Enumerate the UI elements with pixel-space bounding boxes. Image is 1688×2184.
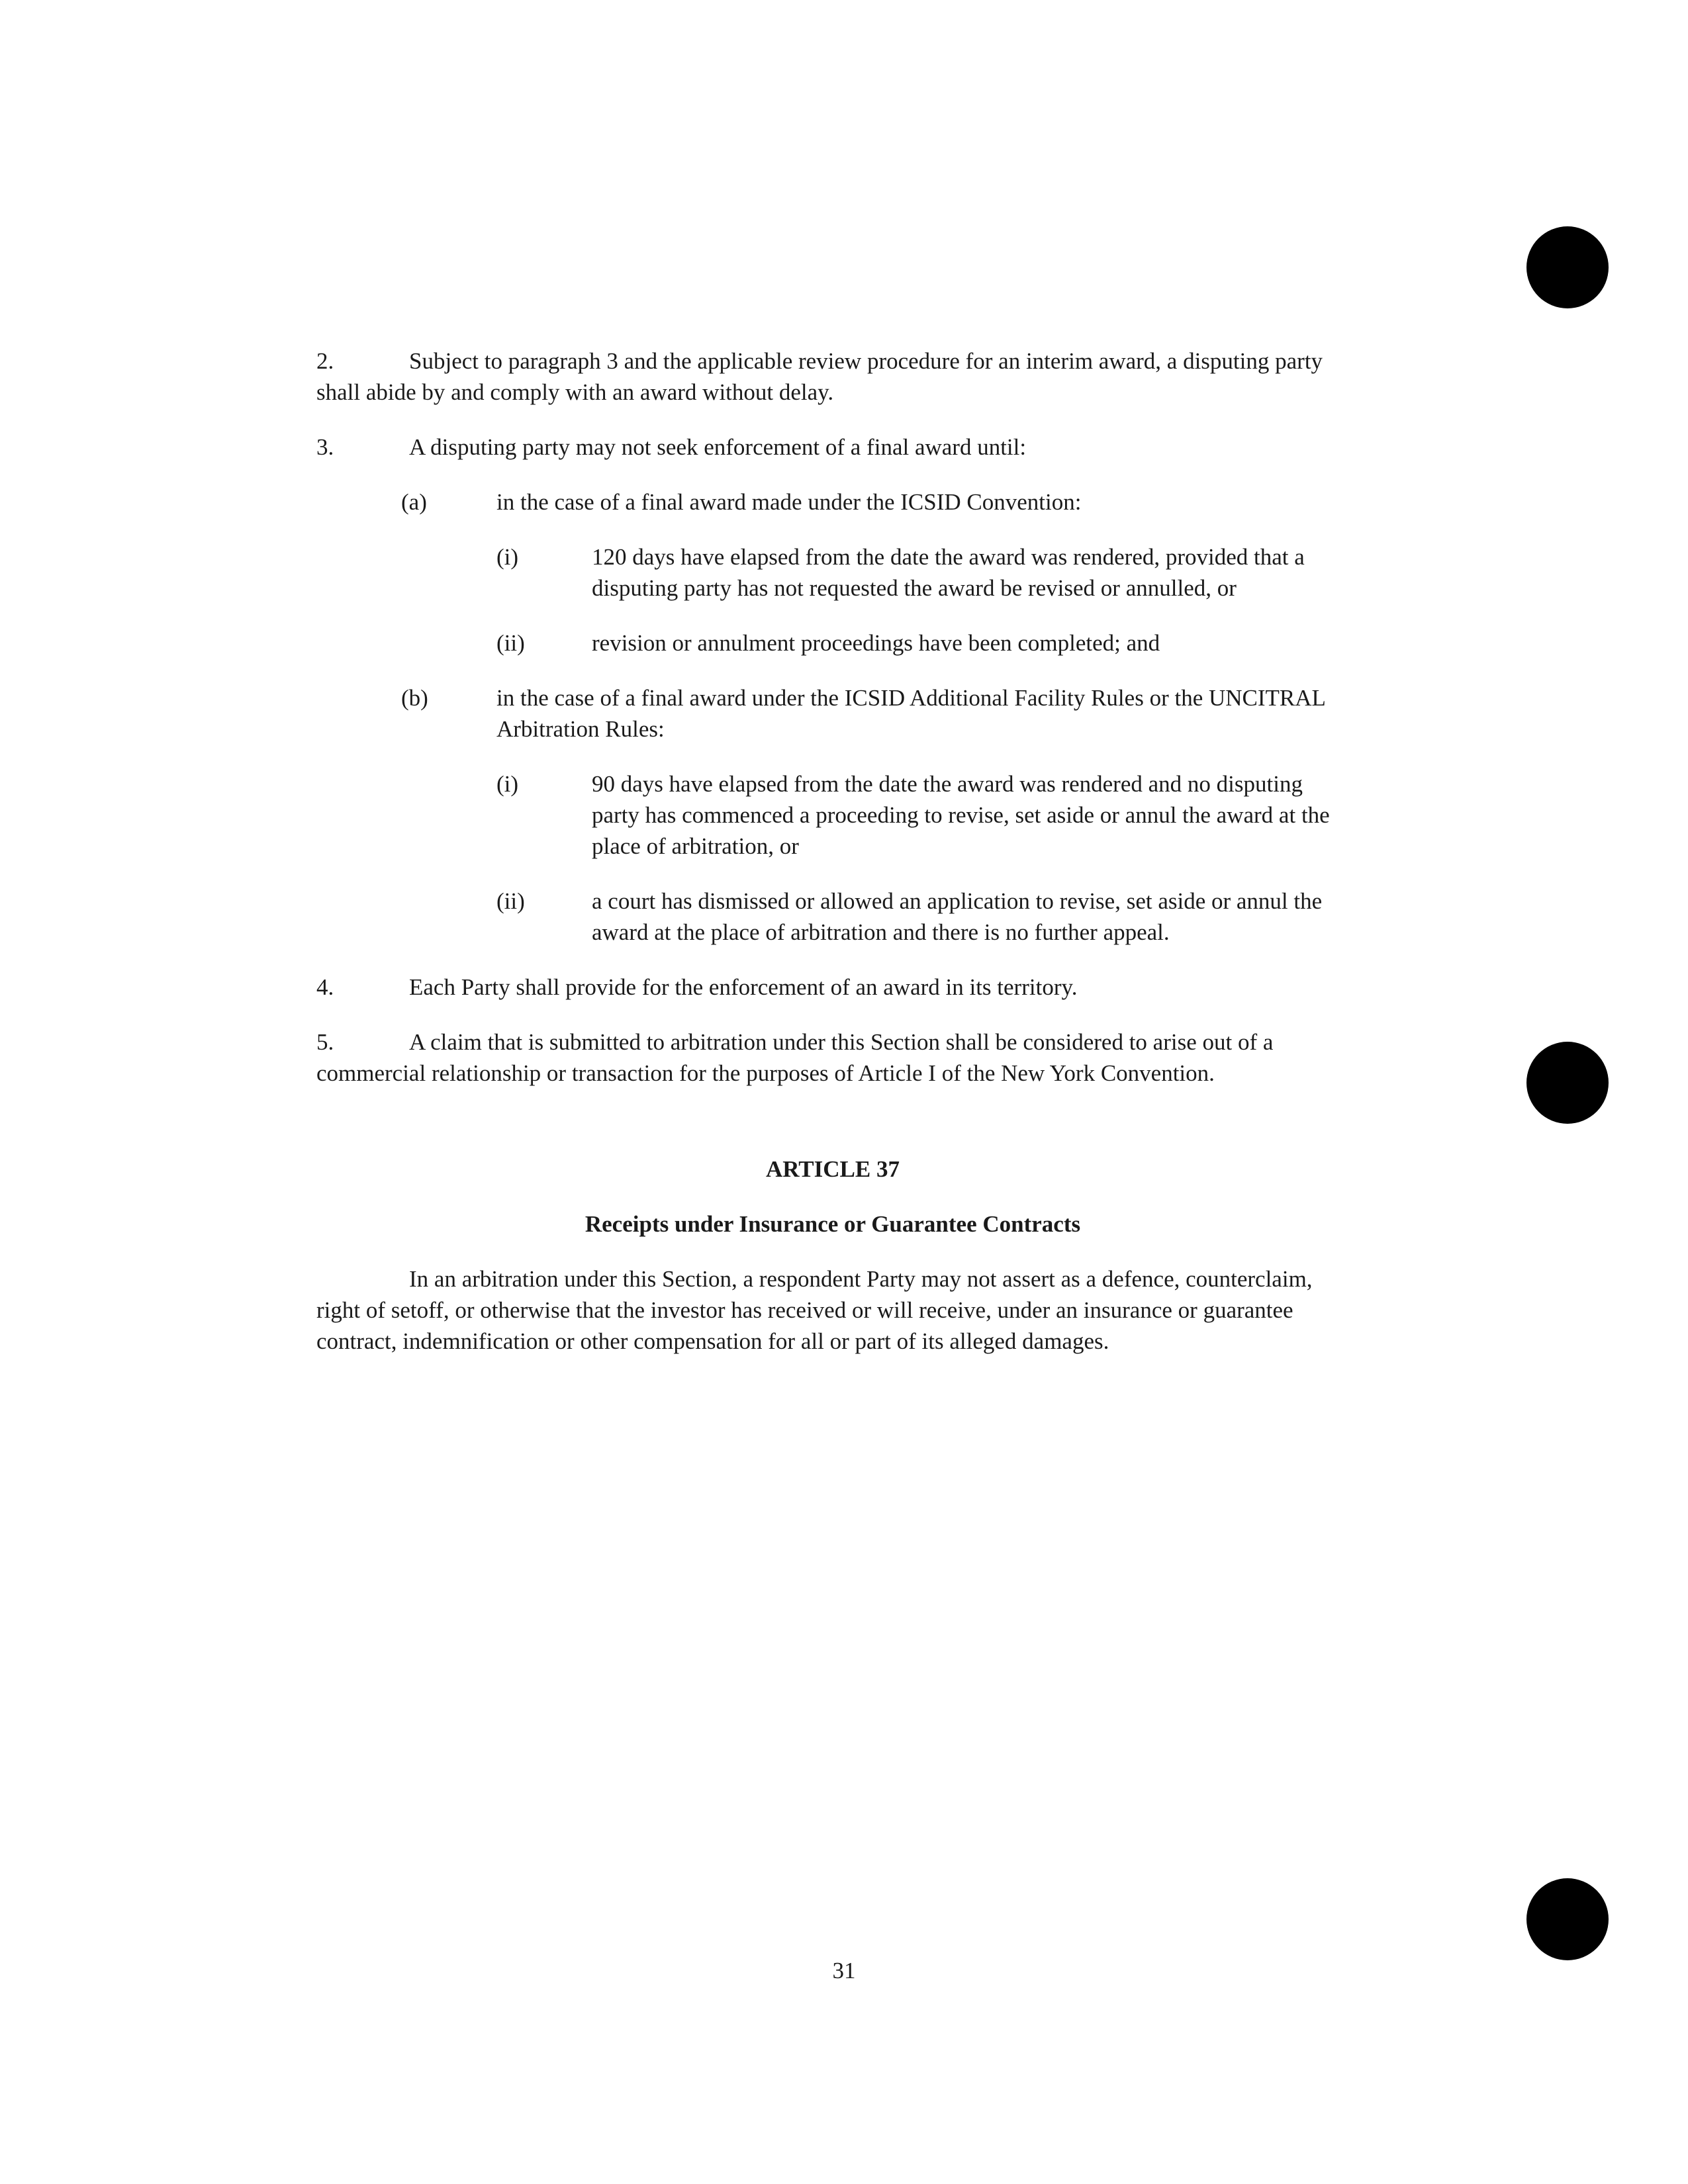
subparagraph-3a-text: in the case of a final award made under the ICSID Convention: — [496, 489, 1082, 515]
paragraph-3 — [316, 432, 1349, 463]
clause-3b-i-text: 90 days have elapsed from the date the award was rendered and no disputing party has commenced a proceeding to revise, set aside or annul the award at the place of arbitration, or — [592, 771, 1330, 859]
subparagraph-3b-text: in the case of a final award under the ICSID Additional Facility Rules or the UNCITRAL Arbitration Rules: — [496, 685, 1325, 742]
paragraph-5-text: A claim that is submitted to arbitration under this Section shall be considered to arise out of a commercial relationship or transaction for the purposes of Article I of the New York Convention. — [316, 1029, 1274, 1086]
paragraph-4-text: Each Party shall provide for the enforcement of an award in its territory. — [409, 974, 1078, 1000]
paragraph-5 — [316, 1026, 1349, 1089]
paragraph-3-number: 3. — [316, 434, 334, 460]
article-body: In an arbitration under this Section, a respondent Party may not assert as a defence, counterclaim, right of setoff, or otherwise that the investor has received or will receive, under an insurance or guarantee contract, indemnification or other compensation for all or part of its alleged damages. — [316, 1266, 1313, 1354]
article-title: ARTICLE 37 — [765, 1156, 900, 1182]
subparagraph-3b — [316, 682, 1349, 745]
paragraph-5-number: 5. — [316, 1029, 334, 1055]
binder-hole-bottom — [1526, 1878, 1609, 1960]
paragraph-4 — [316, 972, 1349, 1003]
page-number: 31 — [832, 1958, 856, 1983]
paragraph-2-number: 2. — [316, 348, 334, 374]
paragraph-2-text: Subject to paragraph 3 and the applicable review procedure for an interim award, a disputing party shall abide by and comply with an award without delay. — [316, 348, 1323, 405]
clause-3a-ii-label: (ii) — [496, 630, 525, 656]
clause-3b-ii-text: a court has dismissed or allowed an application to revise, set aside or annul the award at the place of arbitration and there is no further appeal. — [592, 888, 1323, 945]
subparagraph-3a-label: (a) — [401, 489, 427, 515]
subparagraph-3a — [316, 486, 1349, 518]
paragraph-3-text: A disputing party may not seek enforcement of a final award until: — [409, 434, 1027, 460]
clause-3b-i — [316, 768, 1349, 862]
clause-3a-i — [316, 541, 1349, 604]
binder-hole-middle — [1526, 1042, 1609, 1124]
clause-3a-i-text: 120 days have elapsed from the date the award was rendered, provided that a disputing party has not requested the award be revised or annulled, or — [592, 544, 1305, 601]
clause-3b-ii-label: (ii) — [496, 888, 525, 914]
paragraph-4-number: 4. — [316, 974, 334, 1000]
clause-3b-i-label: (i) — [496, 771, 519, 797]
clause-3a-ii-text: revision or annulment proceedings have been completed; and — [592, 630, 1160, 656]
clause-3a-ii — [316, 627, 1349, 659]
page-content — [316, 345, 1349, 1381]
binder-hole-top — [1526, 226, 1609, 308]
clause-3a-i-label: (i) — [496, 544, 519, 570]
paragraph-2 — [316, 345, 1349, 408]
subparagraph-3b-label: (b) — [401, 685, 428, 711]
article-subtitle: Receipts under Insurance or Guarantee Contracts — [585, 1211, 1081, 1237]
clause-3b-ii — [316, 886, 1349, 948]
